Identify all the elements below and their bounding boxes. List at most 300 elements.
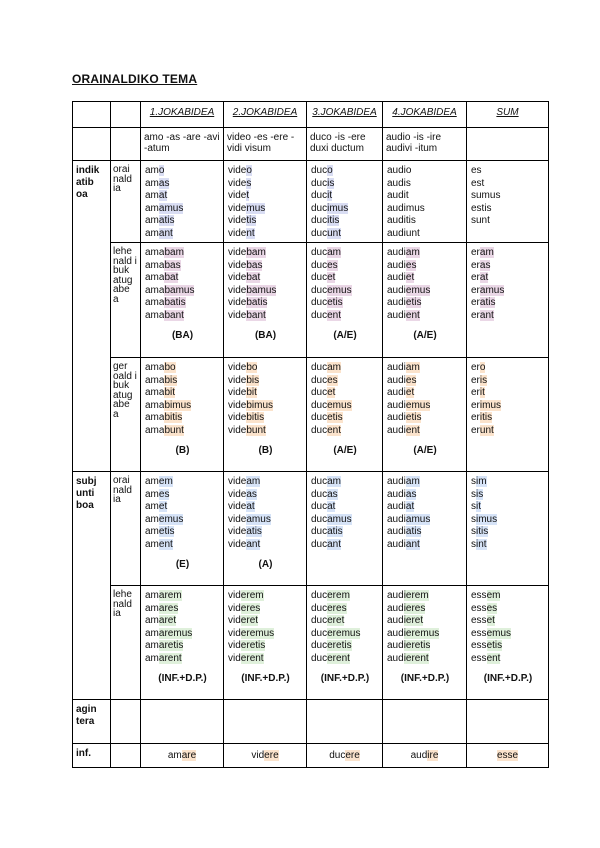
form-stem: ama [145, 284, 165, 296]
forms-cell [224, 586, 307, 700]
form-ending: arent [158, 652, 182, 664]
form-ending: is [476, 488, 484, 500]
form-ending: bant [246, 309, 266, 321]
form-stem: audi [387, 227, 406, 239]
form-stem: duc [311, 177, 328, 189]
verb-form [387, 628, 463, 641]
empty-cell [141, 700, 224, 744]
form-stem: audi [387, 374, 406, 386]
verb-form [311, 228, 379, 241]
form-ending: eret [240, 615, 259, 626]
form-stem: duc [311, 488, 328, 500]
form-stem: er [471, 387, 480, 398]
header-4: 4.JOKABIDEA [383, 102, 467, 128]
form-ending: bo [246, 362, 258, 373]
verb-form [228, 539, 303, 552]
form-ending: amus [158, 202, 184, 214]
infinitive-ending: ire [427, 750, 439, 761]
form-ending: am [405, 476, 420, 487]
form-ending: etis [327, 412, 343, 423]
form-ending: es [327, 259, 338, 271]
verb-form [471, 190, 545, 203]
empty-cell [383, 700, 467, 744]
form-stem: duc [311, 501, 328, 512]
verb-form [228, 165, 303, 178]
form-stem: audi [387, 513, 406, 525]
infinitive-ending: ere [264, 750, 279, 761]
verb-form [145, 539, 220, 552]
form-stem: ama [145, 412, 165, 423]
form-ending: itis [479, 412, 493, 423]
form-stem: duc [311, 424, 328, 436]
form-ending: it [476, 501, 481, 512]
form-stem: vid [228, 652, 241, 664]
verb-form [145, 285, 220, 298]
form-stem: vide [228, 297, 247, 308]
forms-list [387, 362, 463, 437]
empty-corner [73, 102, 111, 128]
verb-form [387, 190, 463, 203]
verb-form [387, 615, 463, 628]
form-stem: vide [228, 202, 247, 214]
form-stem: am [145, 227, 159, 239]
form-stem: es [471, 165, 482, 176]
form-ending: ieres [403, 602, 426, 614]
form-ending: nt [246, 227, 255, 239]
tense-label: lehe nald ia [111, 586, 141, 700]
ending-marker: (B) [175, 445, 190, 456]
header-2: 2.JOKABIDEA [224, 102, 307, 128]
mood-infinitive: inf. [73, 744, 111, 768]
form-ending: itis [327, 215, 340, 226]
verb-form [471, 476, 545, 489]
form-ending: emus [327, 399, 352, 411]
form-ending: ant [405, 538, 420, 550]
verb-form [387, 247, 463, 260]
verb-form [471, 247, 545, 260]
forms-cell [141, 586, 224, 700]
verb-form [311, 653, 379, 666]
verb-form [228, 260, 303, 273]
forms-list [145, 590, 220, 665]
verb-form [471, 412, 545, 425]
form-stem: ama [145, 297, 165, 308]
verb-form [471, 539, 545, 552]
form-ending: ieret [403, 615, 424, 626]
form-stem: ama [145, 309, 165, 321]
forms-list [145, 165, 220, 240]
form-stem: ama [145, 374, 165, 386]
infinitive-stem: esse [496, 750, 519, 761]
form-ending: et [405, 387, 415, 398]
tense-label: lehe nald i buk atug abe a [111, 243, 141, 358]
verb-form [387, 272, 463, 285]
form-ending: atis [246, 526, 262, 537]
verb-form [471, 260, 545, 273]
form-stem: er [471, 272, 480, 283]
verb-form [311, 165, 379, 178]
verb-form [145, 628, 220, 641]
verb-form [145, 387, 220, 400]
form-stem: audi [387, 476, 406, 487]
empty-cell [224, 700, 307, 744]
forms-list [387, 247, 463, 322]
form-ending: at [479, 272, 489, 283]
form-stem: aud [387, 640, 404, 651]
form-ending: eret [327, 615, 345, 626]
form-ending: arem [158, 590, 182, 601]
form-stem: er [471, 297, 480, 308]
form-ending: amus [405, 513, 431, 525]
verb-form [471, 375, 545, 388]
form-ending: etis [327, 297, 343, 308]
forms-list [471, 247, 545, 322]
verb-form [471, 362, 545, 375]
verb-form [145, 178, 220, 191]
verb-form [228, 247, 303, 260]
verb-form [311, 260, 379, 273]
form-stem: aud [387, 615, 404, 626]
form-stem: ama [145, 399, 165, 411]
form-stem: duc [311, 215, 328, 226]
verb-form [311, 203, 379, 216]
verb-form [228, 476, 303, 489]
form-stem: ess [471, 627, 487, 639]
verb-form [145, 247, 220, 260]
form-ending: am [327, 362, 342, 373]
form-stem: duc [311, 259, 328, 271]
form-stem: am [145, 640, 159, 651]
form-ending: atis [327, 526, 343, 537]
row-ind-future [73, 358, 549, 472]
verb-form [471, 640, 545, 653]
verb-form [387, 375, 463, 388]
form-stem: duc [311, 615, 328, 626]
verb-form [311, 526, 379, 539]
form-ending: amus [479, 284, 505, 296]
verb-form [311, 375, 379, 388]
verb-form [311, 190, 379, 203]
form-ending: ent [327, 424, 342, 436]
form-ending: aret [158, 615, 177, 626]
verb-form [311, 178, 379, 191]
form-stem: aud [387, 652, 404, 664]
verb-form [387, 400, 463, 413]
form-stem: estis [471, 202, 492, 214]
forms-list [228, 362, 303, 437]
form-stem: am [145, 190, 159, 201]
verb-form [471, 387, 545, 400]
infinitive-stem: am [167, 750, 182, 761]
form-ending: imus [476, 513, 498, 525]
verb-form [228, 285, 303, 298]
form-ending: bamus [246, 284, 277, 296]
form-ending: et [327, 272, 336, 283]
ending-marker: (INF.+D.P.) [483, 673, 533, 684]
verb-form [311, 539, 379, 552]
form-stem: aud [387, 590, 404, 601]
form-ending: s [405, 177, 411, 189]
verb-form [145, 375, 220, 388]
forms-list [145, 247, 220, 322]
form-stem: vide [228, 412, 247, 423]
form-stem: audi [387, 259, 406, 271]
row-imperative [73, 700, 549, 744]
form-stem: duc [311, 627, 328, 639]
empty-cell [111, 128, 141, 161]
form-ending: et [158, 501, 168, 512]
form-ending: bam [246, 247, 266, 258]
form-ending: ierent [403, 652, 429, 664]
verb-form [228, 514, 303, 527]
form-ending: bitis [164, 412, 183, 423]
forms-list [387, 476, 463, 551]
verb-form [145, 228, 220, 241]
form-ending: es [405, 259, 417, 271]
verb-form [145, 425, 220, 438]
verb-form [228, 640, 303, 653]
form-ending: eremus [327, 627, 361, 639]
form-stem: vide [228, 538, 247, 550]
form-stem: duc [311, 476, 328, 487]
form-ending: as [405, 488, 417, 500]
verb-form [145, 203, 220, 216]
verb-form [145, 297, 220, 310]
form-stem: ess [471, 640, 487, 651]
form-ending: at [246, 501, 255, 512]
infinitive-ending: are [181, 750, 197, 761]
verb-form [471, 165, 545, 178]
form-ending: eres [327, 602, 347, 614]
form-ending: bimus [164, 399, 192, 411]
verb-form [311, 615, 379, 628]
verb-form [228, 362, 303, 375]
form-stem: er [471, 374, 480, 386]
form-stem: er [471, 284, 480, 296]
form-ending: imus [479, 399, 502, 411]
form-ending: atis [158, 215, 175, 226]
form-stem: s [471, 513, 476, 525]
verb-form [311, 489, 379, 502]
verb-form [387, 425, 463, 438]
infinitive-ending: ere [345, 750, 360, 761]
verb-form [471, 514, 545, 527]
header-sum: SUM [467, 102, 549, 128]
forms-list [311, 590, 379, 665]
form-stem: audi [387, 165, 406, 176]
forms-cell [383, 472, 467, 586]
form-stem: duc [311, 309, 328, 321]
form-stem: vid [228, 640, 241, 651]
form-stem: duc [311, 284, 328, 296]
ending-marker: (A/E) [413, 445, 437, 456]
verb-form [145, 260, 220, 273]
form-stem: audi [387, 309, 406, 321]
verb-form [311, 514, 379, 527]
stem-2: video -es -ere -vidi visum [224, 128, 307, 161]
verb-form [471, 653, 545, 666]
form-stem: audi [387, 538, 406, 550]
form-ending: bat [164, 272, 179, 283]
form-stem: aud [387, 627, 404, 639]
form-stem: audi [387, 488, 406, 500]
verb-form [145, 526, 220, 539]
form-stem: duc [311, 640, 328, 651]
verb-form [387, 228, 463, 241]
form-stem: vide [228, 284, 247, 296]
form-ending: bis [164, 374, 178, 386]
form-ending: eretis [327, 640, 352, 651]
forms-list [228, 476, 303, 551]
verb-form [471, 489, 545, 502]
verb-form [145, 412, 220, 425]
ending-marker: (E) [175, 559, 190, 570]
form-stem: ama [145, 272, 165, 283]
form-stem: audi [387, 362, 406, 373]
empty-corner [111, 102, 141, 128]
form-stem: er [471, 399, 480, 411]
form-stem: duc [311, 272, 328, 283]
verb-form [145, 590, 220, 603]
verb-form [228, 272, 303, 285]
form-ending: ent [486, 652, 501, 664]
verb-form [387, 203, 463, 216]
verb-form [311, 425, 379, 438]
infinitive-cell [307, 744, 383, 768]
forms-cell [307, 243, 383, 358]
verb-form [387, 297, 463, 310]
form-stem: vide [228, 177, 247, 189]
verb-form [145, 362, 220, 375]
forms-list [471, 362, 545, 437]
empty-cell [111, 700, 141, 744]
form-stem: ess [471, 590, 487, 601]
forms-cell [224, 161, 307, 243]
form-stem: vide [228, 501, 247, 512]
ending-marker: (INF.+D.P.) [320, 673, 370, 684]
form-stem: ess [471, 615, 487, 626]
verb-form [387, 514, 463, 527]
form-stem: duc [311, 387, 328, 398]
form-stem: audi [387, 202, 406, 214]
form-stem: am [145, 513, 159, 525]
verb-form [471, 400, 545, 413]
form-stem: duc [311, 374, 328, 386]
form-stem: duc [311, 202, 328, 214]
verb-form [311, 590, 379, 603]
form-stem: s [471, 526, 476, 537]
form-ending: o [246, 165, 252, 176]
form-ending: bamus [164, 284, 195, 296]
forms-list [228, 590, 303, 665]
form-stem: duc [311, 513, 328, 525]
form-stem: vide [228, 424, 247, 436]
form-ending: bam [164, 247, 184, 258]
form-stem: vide [228, 165, 247, 176]
form-ending: aretis [158, 640, 184, 651]
form-ending: erent [327, 652, 350, 664]
form-stem: ama [145, 424, 165, 436]
verb-form [228, 603, 303, 616]
row-infinitive [73, 744, 549, 768]
verb-form [387, 362, 463, 375]
forms-cell [307, 161, 383, 243]
forms-cell [383, 243, 467, 358]
form-stem: vid [228, 627, 241, 639]
form-stem: duc [311, 227, 328, 239]
form-ending: as [479, 259, 491, 271]
form-stem: am [145, 215, 159, 226]
form-stem: vide [228, 513, 247, 525]
form-ending: bas [164, 259, 181, 271]
form-ending: ent [405, 309, 420, 321]
forms-list [228, 165, 303, 240]
form-ending: emus [486, 627, 512, 639]
verb-form [471, 310, 545, 323]
form-stem: audi [387, 177, 406, 189]
verb-form [228, 412, 303, 425]
verb-form [311, 603, 379, 616]
form-ending: es [486, 602, 498, 614]
form-ending: amus [327, 513, 352, 525]
verb-form [228, 215, 303, 228]
form-ending: as [327, 488, 338, 500]
forms-cell [467, 358, 549, 472]
form-stem: audi [387, 272, 406, 283]
mood-imperative: agin tera [73, 700, 111, 744]
verb-form [228, 387, 303, 400]
verb-form [311, 362, 379, 375]
verb-form [228, 425, 303, 438]
form-ending: eretis [240, 640, 266, 651]
form-ending: am [405, 362, 420, 373]
form-ending: bit [246, 387, 257, 398]
verb-form [311, 297, 379, 310]
form-stem: sunt [471, 215, 490, 226]
form-stem: ama [145, 387, 165, 398]
verb-form [145, 603, 220, 616]
row-sub-imperfect [73, 586, 549, 700]
verb-form [387, 640, 463, 653]
form-ending: mus [405, 202, 425, 214]
form-stem: audi [387, 190, 406, 201]
verb-form [145, 501, 220, 514]
form-ending: es [405, 374, 417, 386]
form-stem: audi [387, 297, 406, 308]
form-ending: o [327, 165, 333, 176]
verb-form [228, 310, 303, 323]
verb-form [471, 526, 545, 539]
mood-subjunctive: subj unti boa [73, 472, 111, 700]
form-ending: o [405, 165, 412, 176]
form-stem: ess [471, 602, 487, 614]
verb-form [145, 190, 220, 203]
form-ending: at [327, 501, 336, 512]
verb-form [228, 615, 303, 628]
verb-form [228, 628, 303, 641]
form-ending: bis [246, 374, 260, 386]
form-ending: erem [240, 590, 264, 601]
verb-form [311, 476, 379, 489]
verb-form [145, 615, 220, 628]
empty-cell [111, 744, 141, 768]
verb-form [145, 653, 220, 666]
form-stem: er [471, 247, 480, 258]
verb-form [387, 501, 463, 514]
form-ending: t [405, 190, 409, 201]
ending-marker: (A/E) [333, 445, 357, 456]
form-ending: am [479, 247, 494, 258]
